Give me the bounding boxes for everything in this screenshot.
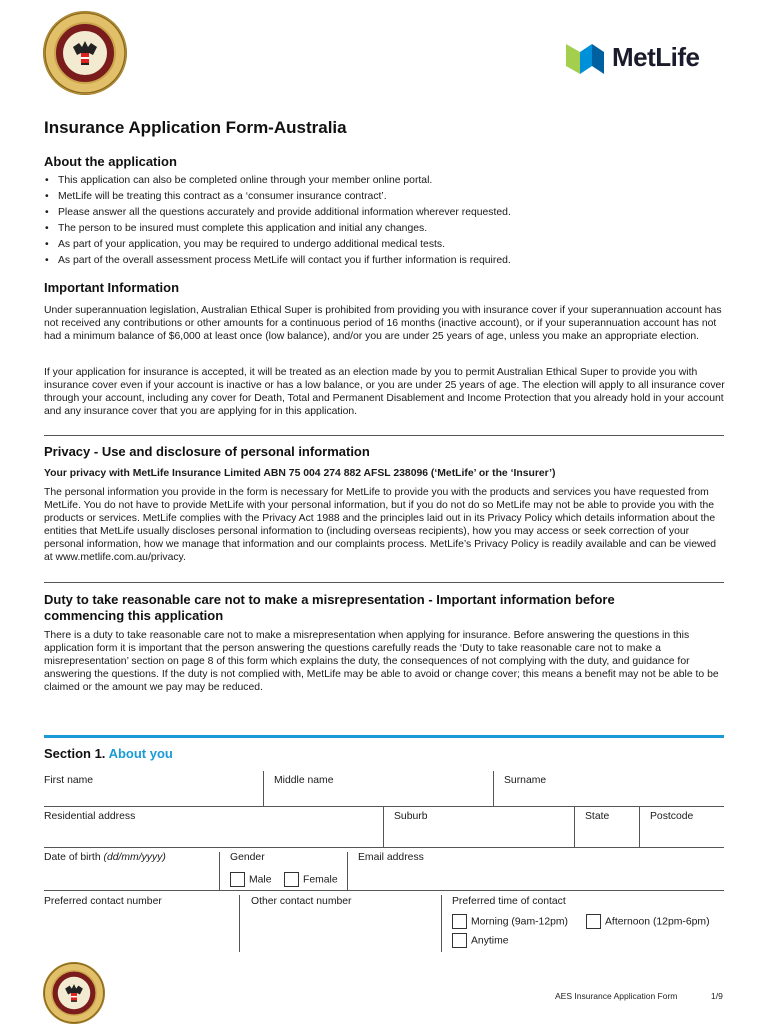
afternoon-checkbox[interactable] bbox=[586, 914, 601, 929]
divider bbox=[441, 895, 442, 952]
preferred-contact-label: Preferred contact number bbox=[44, 896, 162, 907]
list-item: • Please answer all the questions accurately and provide additional information wherever requested. bbox=[44, 205, 724, 221]
middle-name-label: Middle name bbox=[274, 775, 334, 786]
austria-seal-logo bbox=[43, 11, 127, 95]
morning-checkbox[interactable] bbox=[452, 914, 467, 929]
divider bbox=[347, 852, 348, 890]
gender-male-option[interactable]: Male bbox=[230, 872, 272, 887]
footer-page-number: 1/9 bbox=[711, 991, 723, 1001]
gender-female-option[interactable]: Female bbox=[284, 872, 338, 887]
postcode-label: Postcode bbox=[650, 811, 694, 822]
divider bbox=[493, 771, 494, 806]
state-field[interactable] bbox=[585, 826, 637, 846]
divider bbox=[44, 890, 724, 891]
divider bbox=[44, 847, 724, 848]
surname-label: Surname bbox=[504, 775, 547, 786]
important-paragraph-2: If your application for insurance is accepted, it will be treated as an election made by you to permit Australian Ethical Super to provide you with insurance cover even if your account is inactive or has a low balance, or you are under 25 years of age. The election will apply to all insurance cover through your account, including any cover for Death, Total and Permanent Disablement and Income Protection that you already hold in your account and any insurance cover that you are applying for in this application. bbox=[44, 367, 725, 417]
divider bbox=[383, 806, 384, 847]
residential-address-label: Residential address bbox=[44, 811, 136, 822]
preferred-contact-field[interactable] bbox=[44, 910, 236, 950]
important-paragraph-1: Under superannuation legislation, Australian Ethical Super is prohibited from providing you with insurance cover if your superannuation account has not received any contributions or other amounts for a continuous period of 16 months (inactive account), or if your superannuation account has not had a minimum balance of $6,000 at least once (low balance), and/or you are under 25 years of age, unless you make an appropriate election. bbox=[44, 305, 722, 342]
divider bbox=[639, 806, 640, 847]
metlife-logo bbox=[566, 40, 700, 74]
metlife-mark-icon bbox=[566, 40, 604, 74]
eagle-emblem-icon bbox=[43, 962, 105, 1024]
privacy-heading: Privacy - Use and disclosure of personal information bbox=[44, 444, 370, 459]
privacy-body: The personal information you provide in the form is necessary for MetLife to provide you with the products and services you have requested from MetLife. You do not have to provide MetLife with your personal information, but if you do not do so MetLife may not be able to provide you with the products or services. MetLife complies with the Privacy Act 1988 and the principles laid out in its Privacy Policy which details information about the entities that MetLife usually discloses personal information to (including overseas recipients), how you may access or seek correction of your personal information, how we manage that information and our complaints process. MetLife’s Privacy Policy is readily available and can be viewed at www.metlife.com.au/privacy. bbox=[44, 487, 717, 563]
residential-address-field[interactable] bbox=[44, 826, 380, 846]
time-morning-option[interactable]: Morning (9am-12pm) bbox=[452, 914, 568, 929]
list-item: • As part of the overall assessment process MetLife will contact you if further information is required. bbox=[44, 253, 724, 269]
eagle-emblem-icon bbox=[43, 11, 127, 95]
surname-field[interactable] bbox=[504, 788, 722, 805]
list-item: • As part of your application, you may be required to undergo additional medical tests. bbox=[44, 237, 724, 253]
male-checkbox[interactable] bbox=[230, 872, 245, 887]
privacy-subheading: Your privacy with MetLife Insurance Limited ABN 75 004 274 882 AFSL 238096 (‘MetLife’ or the ‘Insurer’) bbox=[44, 468, 556, 479]
dob-field[interactable] bbox=[44, 867, 216, 889]
suburb-label: Suburb bbox=[394, 811, 428, 822]
page-title: Insurance Application Form-Australia bbox=[44, 118, 347, 137]
first-name-field[interactable] bbox=[44, 788, 262, 805]
female-checkbox[interactable] bbox=[284, 872, 299, 887]
divider bbox=[219, 852, 220, 890]
dob-label: Date of birth (dd/mm/yyyy) bbox=[44, 852, 166, 863]
email-field[interactable] bbox=[358, 867, 722, 889]
other-contact-field[interactable] bbox=[251, 910, 439, 950]
suburb-field[interactable] bbox=[394, 826, 572, 846]
time-afternoon-option[interactable]: Afternoon (12pm-6pm) bbox=[586, 914, 710, 929]
divider bbox=[574, 806, 575, 847]
time-anytime-option[interactable]: Anytime bbox=[452, 933, 509, 948]
first-name-label: First name bbox=[44, 775, 94, 786]
divider bbox=[263, 771, 264, 806]
important-heading: Important Information bbox=[44, 280, 180, 295]
gender-label: Gender bbox=[230, 852, 265, 863]
metlife-wordmark: MetLife bbox=[612, 41, 700, 72]
middle-name-field[interactable] bbox=[274, 788, 492, 805]
duty-heading: Duty to take reasonable care not to make a misrepresentation - Important information before commencing this application bbox=[44, 592, 615, 623]
list-item: • This application can also be completed online through your member online portal. bbox=[44, 173, 724, 189]
postcode-field[interactable] bbox=[650, 826, 722, 846]
austria-seal-logo-footer bbox=[43, 962, 105, 1024]
about-bullets bbox=[44, 173, 724, 269]
anytime-checkbox[interactable] bbox=[452, 933, 467, 948]
preferred-time-label: Preferred time of contact bbox=[452, 896, 566, 907]
footer-doc-name: AES Insurance Application Form bbox=[555, 991, 678, 1001]
divider bbox=[44, 582, 724, 583]
duty-body: There is a duty to take reasonable care not to make a misrepresentation when applying for insurance. Before answering the questions in this application form it is important that the person answering the questions carefully reads the ‘Duty to take reasonable care not to make a misrepresentation’ section on page 8 of this form which explains the duty, the consequences of not complying with the duty, and guidance for answering the questions. If the duty is not complied with, MetLife may be able to avoid or change cover; this means a benefit may not be able to be claimed or the amount we pay may be reduced. bbox=[44, 630, 719, 693]
divider bbox=[44, 435, 724, 436]
section1-heading: Section 1. About you bbox=[44, 746, 173, 761]
list-item: • The person to be insured must complete this application and initial any changes. bbox=[44, 221, 724, 237]
list-item: • MetLife will be treating this contract as a ‘consumer insurance contract’. bbox=[44, 189, 724, 205]
section-divider bbox=[44, 735, 724, 738]
state-label: State bbox=[585, 811, 610, 822]
about-heading: About the application bbox=[44, 154, 177, 169]
divider bbox=[44, 806, 724, 807]
divider bbox=[239, 895, 240, 952]
email-label: Email address bbox=[358, 852, 424, 863]
other-contact-label: Other contact number bbox=[251, 896, 352, 907]
